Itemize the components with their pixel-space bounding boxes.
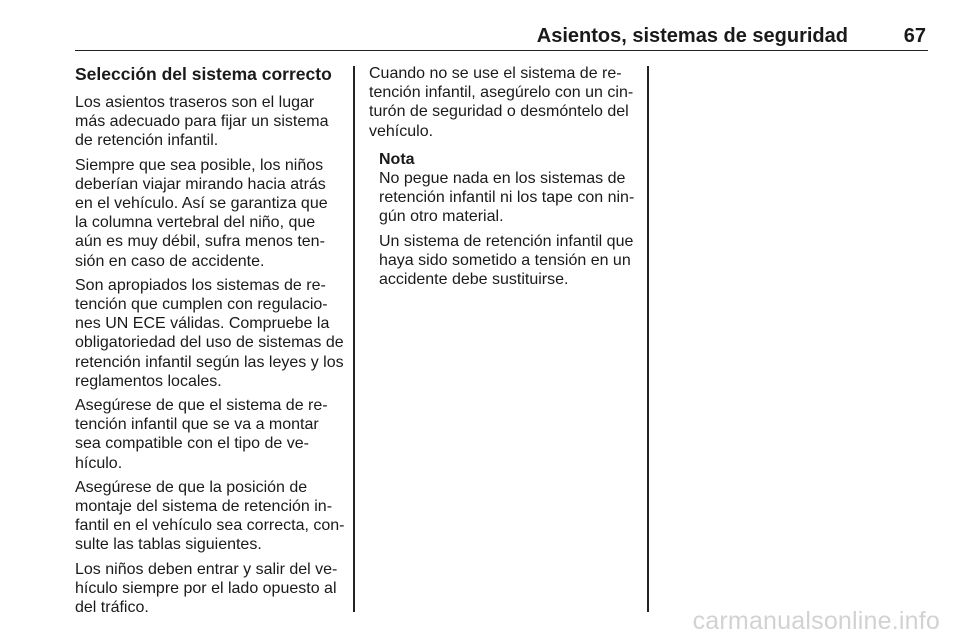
text-line: sión en caso de accidente. xyxy=(75,252,265,270)
text-line: retención infantil ni los tape con nin- xyxy=(379,189,635,207)
text-line: en el vehículo. Así se garantiza que xyxy=(75,195,328,213)
column-divider-left xyxy=(353,66,355,612)
watermark: carmanualsonline.info xyxy=(692,607,940,635)
page-header xyxy=(75,22,928,51)
text-line: haya sido sometido a tensión en un xyxy=(379,251,631,269)
text-line: tención infantil que se va a montar xyxy=(75,416,319,434)
paragraph-regulations xyxy=(75,276,345,391)
text-line: fantil en el vehículo sea correcta, con- xyxy=(75,517,345,535)
column-divider-right xyxy=(647,66,649,612)
text-line: Los niños deben entrar y salir del ve- xyxy=(75,560,338,578)
paragraph-rear-seats xyxy=(75,93,345,151)
note-paragraph-no-tape xyxy=(379,169,637,227)
text-line: la columna vertebral del niño, que xyxy=(75,214,316,232)
text-line: hículo. xyxy=(75,454,123,472)
text-line: accidente debe sustituirse. xyxy=(379,271,569,289)
text-line: del tráfico. xyxy=(75,599,149,617)
text-line: hículo siempre por el lado opuesto al xyxy=(75,579,337,597)
text-line: obligatoriedad del uso de sistemas de xyxy=(75,334,344,352)
text-line: Son apropiados los sistemas de re- xyxy=(75,276,326,294)
text-line: deberían viajar mirando hacia atrás xyxy=(75,175,326,193)
note-box xyxy=(379,150,637,289)
text-line: vehículo. xyxy=(369,122,434,140)
text-line: reglamentos locales. xyxy=(75,372,222,390)
column-middle xyxy=(369,64,637,294)
note-paragraph-replace xyxy=(379,232,637,290)
text-line: aún es muy débil, sufra menos ten- xyxy=(75,233,325,251)
text-line: Un sistema de retención infantil que xyxy=(379,232,634,250)
text-line: gún otro material. xyxy=(379,208,504,226)
paragraph-compatibility xyxy=(75,396,345,473)
text-line: Los asientos traseros son el lugar xyxy=(75,94,315,111)
section-heading: Selección del sistema correcto xyxy=(75,64,332,84)
text-line: Asegúrese de que el sistema de re- xyxy=(75,397,328,415)
text-line: sulte las tablas siguientes. xyxy=(75,536,262,554)
text-line: sea compatible con el tipo de ve- xyxy=(75,435,309,453)
text-line: Cuando no se use el sistema de re- xyxy=(369,65,622,82)
paragraph-mounting-position xyxy=(75,478,345,555)
text-line: Siempre que sea posible, los niños xyxy=(75,156,324,174)
column-left xyxy=(75,64,345,622)
paragraph-rear-facing xyxy=(75,156,345,271)
page-number: 67 xyxy=(903,25,926,47)
header-title: Asientos, sistemas de seguridad xyxy=(536,25,848,47)
text-line: nes UN ECE válidas. Compruebe la xyxy=(75,315,330,333)
text-line: de retención infantil. xyxy=(75,132,219,150)
paragraph-traffic-side xyxy=(75,560,345,618)
text-line: retención infantil según las leyes y los xyxy=(75,353,344,371)
text-line: más adecuado para fijar un sistema xyxy=(75,113,329,131)
text-line: No pegue nada en los sistemas de xyxy=(379,170,626,188)
paragraph-unused-system xyxy=(369,64,637,141)
text-line: Asegúrese de que la posición de xyxy=(75,478,308,496)
text-line: tención que cumplen con regulacio- xyxy=(75,296,328,314)
text-line: tención infantil, asegúrelo con un cin- xyxy=(369,84,634,102)
note-title: Nota xyxy=(379,150,415,168)
text-line: turón de seguridad o desmóntelo del xyxy=(369,103,629,121)
text-line: montaje del sistema de retención in- xyxy=(75,498,333,516)
